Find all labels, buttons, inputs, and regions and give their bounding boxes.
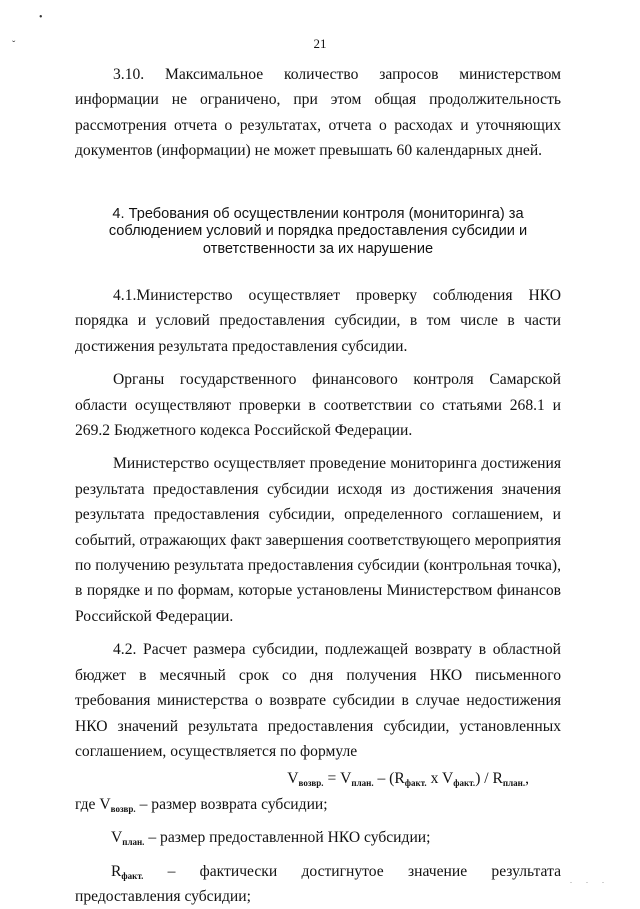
scan-mark-top: • xyxy=(39,12,43,23)
formula-mid3: ) / R xyxy=(475,770,503,788)
paragraph-control-organs: Органы государственного финансового контроля Самарской области осуществляют проверки в соответствии со статьями 268.1 и 269.2 Бюджетного кодекса Российской Федерации. xyxy=(75,371,561,440)
formula-sub-plan: план. xyxy=(351,778,374,789)
def2-text: – размер предоставленной НКО субсидии; xyxy=(144,829,431,847)
formula-sub-fakt2: факт. xyxy=(453,778,476,789)
page-number: 21 xyxy=(313,36,327,51)
scan-mark-side: ˇ xyxy=(12,40,16,51)
paragraph-3-10: 3.10. Максимальное количество запросов министерством информации не ограничено, при этом общая продолжительность рассмотрения отчета о результатах, отчета о расходах и уточняющих документов (информации) не может превышать 60 календарных дней. xyxy=(75,66,561,160)
definition-v-vozvr xyxy=(75,792,561,817)
formula-v: V xyxy=(287,770,299,788)
def3-text: – фактически достигнутое значение результата предоставления субсидии; xyxy=(75,862,561,905)
formula-sub-plan2: план. xyxy=(502,778,526,789)
paragraph-monitoring: Министерство осуществляет проведение мониторинга достижения результата предоставления субсидии исходя из достижения значения результата предоставления субсидии, определенного соглашением, и событий, отражающих факт завершения соответствующего мероприятия по получению результата предоставления субсидии (контрольная точка), в порядке и по формам, которые установлены Министерством финансов Российской Федерации. xyxy=(75,455,561,625)
def1-prefix: где V xyxy=(75,795,111,813)
paragraph-4-1: 4.1.Министерство осуществляет проверку соблюдения НКО порядка и условий предоставления субсидии, в том числе в части достижения результата предоставления субсидии. xyxy=(75,287,561,355)
document-body xyxy=(75,62,561,909)
paragraph-4-2: 4.2. Расчет размера субсидии, подлежащей возврату в областной бюджет в месячный срок со дня получения НКО письменного требования министерства о возврате субсидии в случае недостижения НКО значений результата предоставления субсидии, установленных соглашением, осуществляется по формуле xyxy=(75,641,561,760)
refund-formula xyxy=(75,766,561,791)
formula-sub-fakt: факт. xyxy=(404,778,427,789)
formula-mid2: x V xyxy=(426,770,454,788)
section-heading-4: 4. Требования об осуществлении контроля (мониторинга) за соблюдением условий и порядка предоставления субсидии и ответственности за их нарушение xyxy=(108,205,528,258)
formula-eq: = V xyxy=(323,770,352,788)
formula-tail: , xyxy=(525,770,529,788)
formula-mid1: – (R xyxy=(373,770,405,788)
def2-prefix: V xyxy=(111,829,123,847)
def2-sub: план. xyxy=(122,837,145,848)
scan-dots: . . . xyxy=(570,876,610,885)
def1-sub: возвр. xyxy=(110,803,136,814)
def3-prefix: R xyxy=(111,862,122,880)
def3-sub: факт. xyxy=(121,870,144,881)
formula-sub-vozvr: возвр. xyxy=(298,778,324,789)
definition-v-plan xyxy=(75,825,561,850)
definition-r-fakt xyxy=(75,859,561,909)
def1-text: – размер возврата субсидии; xyxy=(135,795,328,813)
